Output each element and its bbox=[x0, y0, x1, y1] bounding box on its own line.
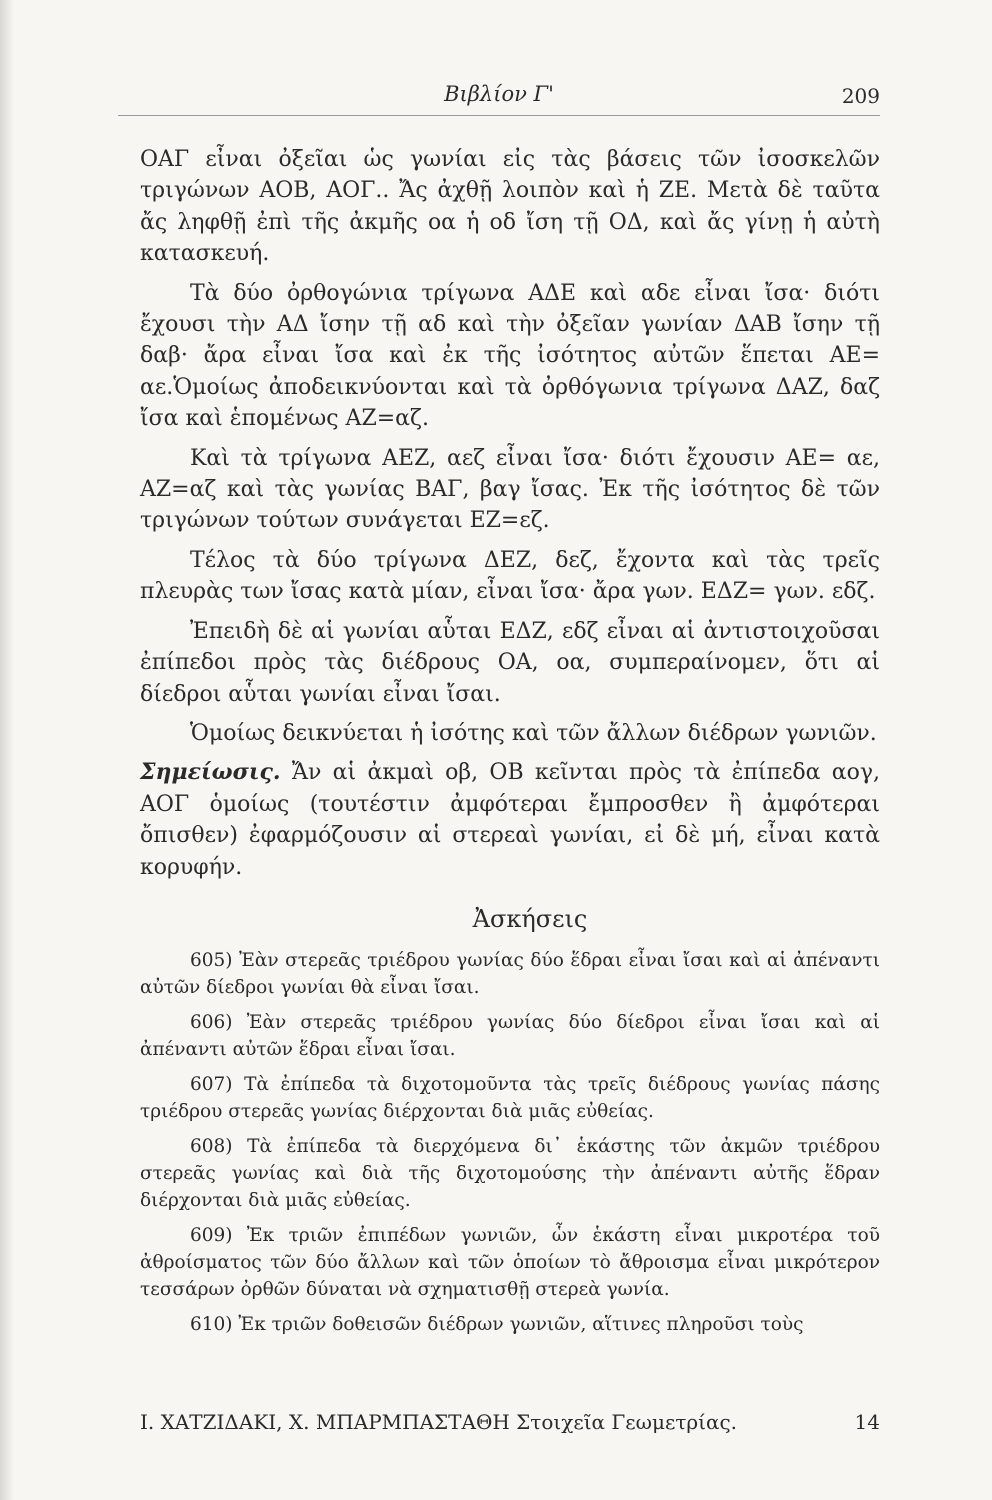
paragraph: Τὰ δύο ὀρθογώνια τρίγωνα ΑΔΕ καὶ αδε εἶναι ἴσα· διότι ἔχουσι τὴν ΑΔ ἴσην τῇ αδ καὶ τὴν ὀξεῖαν γωνίαν ΔΑΒ ἴσην τῇ δαβ· ἄρα εἶναι ἴσα καὶ ἐκ τῆς ἰσότητος αὐτῶν ἕπεται ΑΕ= αε.Ὁμοίως ἀποδεικνύονται καὶ τὰ ὀρθόγωνια τρίγωνα ΔΑΖ, δαζ ἴσα καὶ ἑπομένως ΑΖ=αζ. bbox=[140, 280, 880, 432]
header-rule bbox=[118, 115, 880, 116]
exercise-item: 607) Τὰ ἐπίπεδα τὰ διχοτομοῦντα τὰς τρεῖς διέδρους γωνίας πάσης τριέδρου στερεᾶς γωνίας διέρχονται διὰ μιᾶς εὐθείας. bbox=[140, 1073, 880, 1122]
paragraph: Καὶ τὰ τρίγωνα ΑΕΖ, αεζ εἶναι ἴσα· διότι ἔχουσιν ΑΕ= αε, ΑΖ=αζ καὶ τὰς γωνίας ΒΑΓ, βαγ ἴσας. Ἐκ τῆς ἰσότητος δὲ τῶν τριγώνων τούτων συνάγεται ΕΖ=εζ. bbox=[140, 445, 880, 534]
paragraph-continuation: ΟΑΓ εἶναι ὀξεῖαι ὡς γωνίαι εἰς τὰς βάσεις τῶν ἰσοσκελῶν τριγώνων ΑΟΒ, ΑΟΓ.. Ἄς ἀχθῇ λοιπὸν καὶ ἡ ΖΕ. Μετὰ δὲ ταῦτα ἄς ληφθῇ ἐπὶ τῆς ἀκμῆς οα ἡ οδ ἴση τῇ ΟΔ, καὶ ἄς γίνῃ ἡ αὐτὴ κατασκευή. bbox=[140, 147, 880, 267]
note-text: Ἄν αἱ ἀκμαὶ οβ, ΟΒ κεῖνται πρὸς τὰ ἐπίπεδα αογ, ΑΟΓ ὁμοίως (τουτέστιν ἀμφότεραι ἔμπροσθεν ἢ ἀμφότεραι ὄπισθεν) ἐφαρμόζουσιν αἱ στερεαὶ γωνίαι, εἰ δὲ μή, εἶναι κατὰ κορυφήν. bbox=[140, 760, 880, 880]
page-header bbox=[118, 82, 880, 116]
binding-shadow bbox=[0, 0, 14, 1500]
exercise-item: 609) Ἐκ τριῶν ἐπιπέδων γωνιῶν, ὧν ἑκάστη εἶναι μικροτέρα τοῦ ἀθροίσματος τῶν δύο ἄλλων καὶ τῶν ὁποίων τὸ ἄθροισμα εἶναι μικρότερον τεσσάρων ὀρθῶν δύναται νὰ σχηματισθῇ στερεὰ γωνία. bbox=[140, 1224, 880, 1300]
exercise-item: 605) Ἐὰν στερεᾶς τριέδρου γωνίας δύο ἕδραι εἶναι ἴσαι καὶ αἱ ἀπέναντι αὐτῶν δίεδροι γωνίαι θὰ εἶναι ἴσαι. bbox=[140, 949, 880, 998]
exercise-item: 608) Τὰ ἐπίπεδα τὰ διερχόμενα δι᾽ ἑκάστης τῶν ἀκμῶν τριέδρου στερεᾶς γωνίας καὶ διὰ τῆς διχοτομούσης τὴν ἀπέναντι αὐτῆς ἕδραν διέρχονται διὰ μιᾶς εὐθείας. bbox=[140, 1135, 880, 1211]
note-label: Σημείωσις. bbox=[140, 759, 281, 786]
sheet-number: 14 bbox=[854, 1410, 880, 1434]
exercises-heading: Ἀσκήσεις bbox=[472, 904, 588, 933]
paragraph: Ἐπειδὴ δὲ αἱ γωνίαι αὗται ΕΔΖ, εδζ εἶναι αἱ ἀντιστοιχοῦσαι ἐπίπεδοι πρὸς τὰς διέδρους ΟΑ, οα, συμπεραίνομεν, ὅτι αἱ δίεδροι αὗται γωνίαι εἶναι ἴσαι. bbox=[140, 618, 880, 707]
exercise-item: 606) Ἐὰν στερεᾶς τριέδρου γωνίας δύο δίεδροι εἶναι ἴσαι καὶ αἱ ἀπέναντι αὐτῶν ἕδραι εἶναι ἴσαι. bbox=[140, 1011, 880, 1060]
exercise-item: 610) Ἐκ τριῶν δοθεισῶν διέδρων γωνιῶν, αἵτινες πληροῦσι τοὺς bbox=[190, 1313, 804, 1335]
note-paragraph bbox=[140, 757, 880, 883]
footer-text: Ι. ΧΑΤΖΙΔΑΚΙ, Χ. ΜΠΑΡΜΠΑΣΤΑΘΗ Στοιχεῖα Γεωμετρίας. bbox=[140, 1410, 738, 1434]
paragraph: Ὁμοίως δεικνύεται ἡ ἰσότης καὶ τῶν ἄλλων διέδρων γωνιῶν. bbox=[190, 720, 877, 746]
page-number: 209 bbox=[841, 84, 880, 108]
paragraph: Τέλος τὰ δύο τρίγωνα ΔΕΖ, δεζ, ἔχοντα καὶ τὰς τρεῖς πλευρὰς των ἴσας κατὰ μίαν, εἶναι ἴσα· ἄρα γων. ΕΔΖ= γων. εδζ. bbox=[140, 547, 880, 605]
running-title: Βιβλίον Γ' bbox=[444, 82, 554, 106]
page-body bbox=[140, 144, 880, 1346]
